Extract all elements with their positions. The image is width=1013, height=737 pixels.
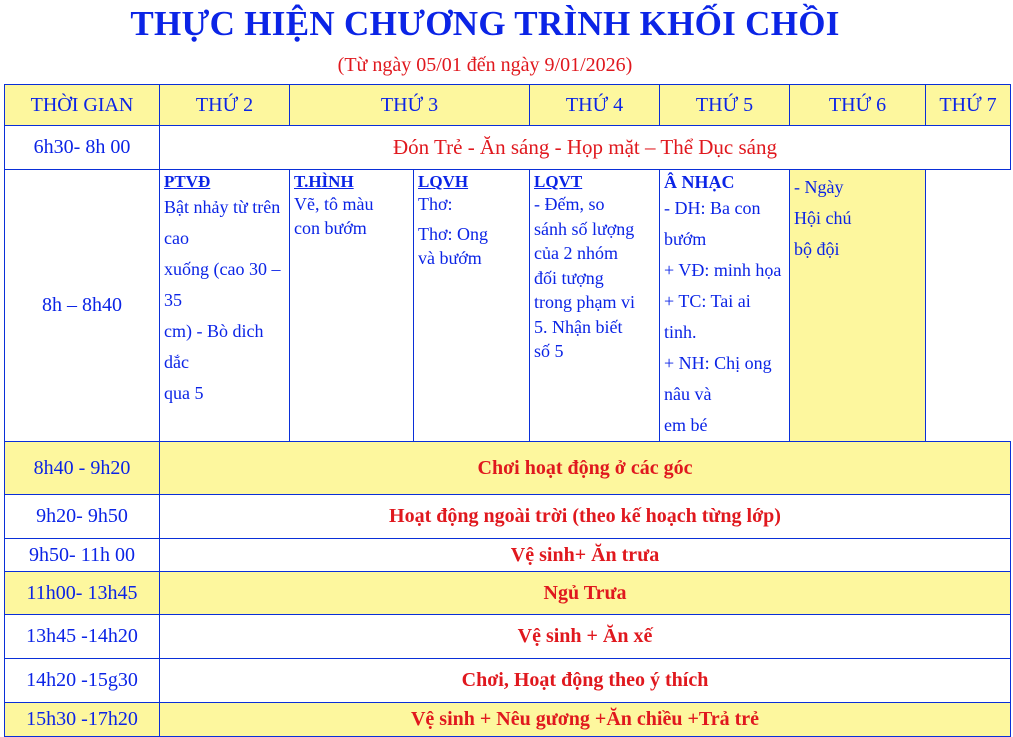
activity-line: - DH: Ba con bướm — [664, 198, 761, 249]
table-row — [5, 442, 1011, 495]
activity-cell: Ngủ Trưa — [160, 572, 1011, 615]
activity-line: Vẽ, tô màu — [294, 194, 374, 214]
activity-cell: Vệ sinh + Ăn xế — [160, 615, 1011, 659]
page-title: THỰC HIỆN CHƯƠNG TRÌNH KHỐI CHỒI — [130, 4, 840, 43]
activity-cell: Vệ sinh+ Ăn trưa — [160, 539, 1011, 572]
activity-line: - Ngày — [794, 177, 844, 197]
time-slot: 14h20 -15g30 — [5, 659, 160, 703]
subject-label: PTVĐ — [164, 172, 211, 191]
activity-line: bộ đội — [794, 239, 840, 259]
activity-cell: Chơi hoạt động ở các góc — [160, 442, 1011, 495]
date-range: (Từ ngày 05/01 đến ngày 9/01/2026) — [337, 54, 633, 76]
table-row — [5, 170, 1011, 442]
subject-label: LQVT — [534, 172, 583, 191]
activity-wednesday — [414, 170, 530, 442]
activity-line: đối tượng — [534, 267, 604, 288]
header-row — [5, 85, 1011, 126]
activity-line: Thơ: Ong — [418, 224, 489, 244]
table-row — [5, 615, 1011, 659]
activity-line: con bướm — [294, 218, 367, 238]
activity-line: + NH: Chị ong nâu và — [664, 353, 772, 404]
time-slot: 9h20- 9h50 — [5, 495, 160, 539]
time-slot: 15h30 -17h20 — [5, 703, 160, 737]
activity-cell: Chơi, Hoạt động theo ý thích — [160, 659, 1011, 703]
header-day-thu: THỨ 5 — [660, 85, 790, 126]
activity-line: + VĐ: minh họa — [664, 260, 782, 280]
header-day-fri: THỨ 6 — [790, 85, 926, 126]
activity-cell: Vệ sinh + Nêu gương +Ăn chiều +Trả trẻ — [160, 703, 1011, 737]
header-day-wed: THỨ 4 — [530, 85, 660, 126]
time-slot: 11h00- 13h45 — [5, 572, 160, 615]
table-row — [5, 703, 1011, 737]
header-day-sat: THỨ 7 — [926, 85, 1011, 126]
time-slot: 6h30- 8h 00 — [5, 126, 160, 170]
activity-thursday — [530, 170, 660, 442]
table-row — [5, 126, 1011, 170]
header-day-mon: THỨ 2 — [160, 85, 290, 126]
activity-line: qua 5 — [164, 383, 204, 403]
table-row — [5, 659, 1011, 703]
activity-line: xuống (cao 30 – 35 — [164, 259, 281, 310]
activity-line: - Đếm, so — [534, 194, 605, 214]
time-slot: 9h50- 11h 00 — [5, 539, 160, 572]
activity-line: + TC: Tai ai tinh. — [664, 291, 751, 342]
schedule-table — [4, 84, 1011, 737]
activity-saturday — [790, 170, 926, 442]
header-time: THỜI GIAN — [5, 85, 160, 126]
time-slot: 13h45 -14h20 — [5, 615, 160, 659]
activity-line: Thơ: — [418, 194, 453, 214]
activity-line: sánh số lượng — [534, 218, 635, 239]
time-slot: 8h – 8h40 — [5, 170, 160, 442]
activity-line: cm) - Bò dich dắc — [164, 321, 264, 372]
activity-monday — [160, 170, 290, 442]
activity-friday — [660, 170, 790, 442]
activity-cell: Hoạt động ngoài trời (theo kế hoạch từng lớp) — [160, 495, 1011, 539]
subject-label: LQVH — [418, 172, 469, 191]
subject-label: Â NHẠC — [664, 172, 735, 192]
activity-line: trong phạm vi — [534, 292, 635, 312]
activity-cell: Đón Trẻ - Ăn sáng - Họp mặt – Thể Dục sáng — [160, 126, 1011, 170]
activity-line: em bé — [664, 415, 708, 435]
activity-line: Bật nhảy từ trên cao — [164, 197, 281, 248]
activity-line: của 2 nhóm — [534, 243, 618, 263]
header-day-tue: THỨ 3 — [290, 85, 530, 126]
time-slot: 8h40 - 9h20 — [5, 442, 160, 495]
activity-line: 5. Nhận biết — [534, 316, 623, 337]
activity-line: Hội chú — [794, 208, 852, 228]
activity-line: và bướm — [418, 248, 482, 268]
subject-label: T.HÌNH — [294, 172, 354, 191]
activity-tuesday — [290, 170, 414, 442]
table-row — [5, 495, 1011, 539]
table-row — [5, 539, 1011, 572]
table-row — [5, 572, 1011, 615]
activity-line: số 5 — [534, 341, 564, 361]
